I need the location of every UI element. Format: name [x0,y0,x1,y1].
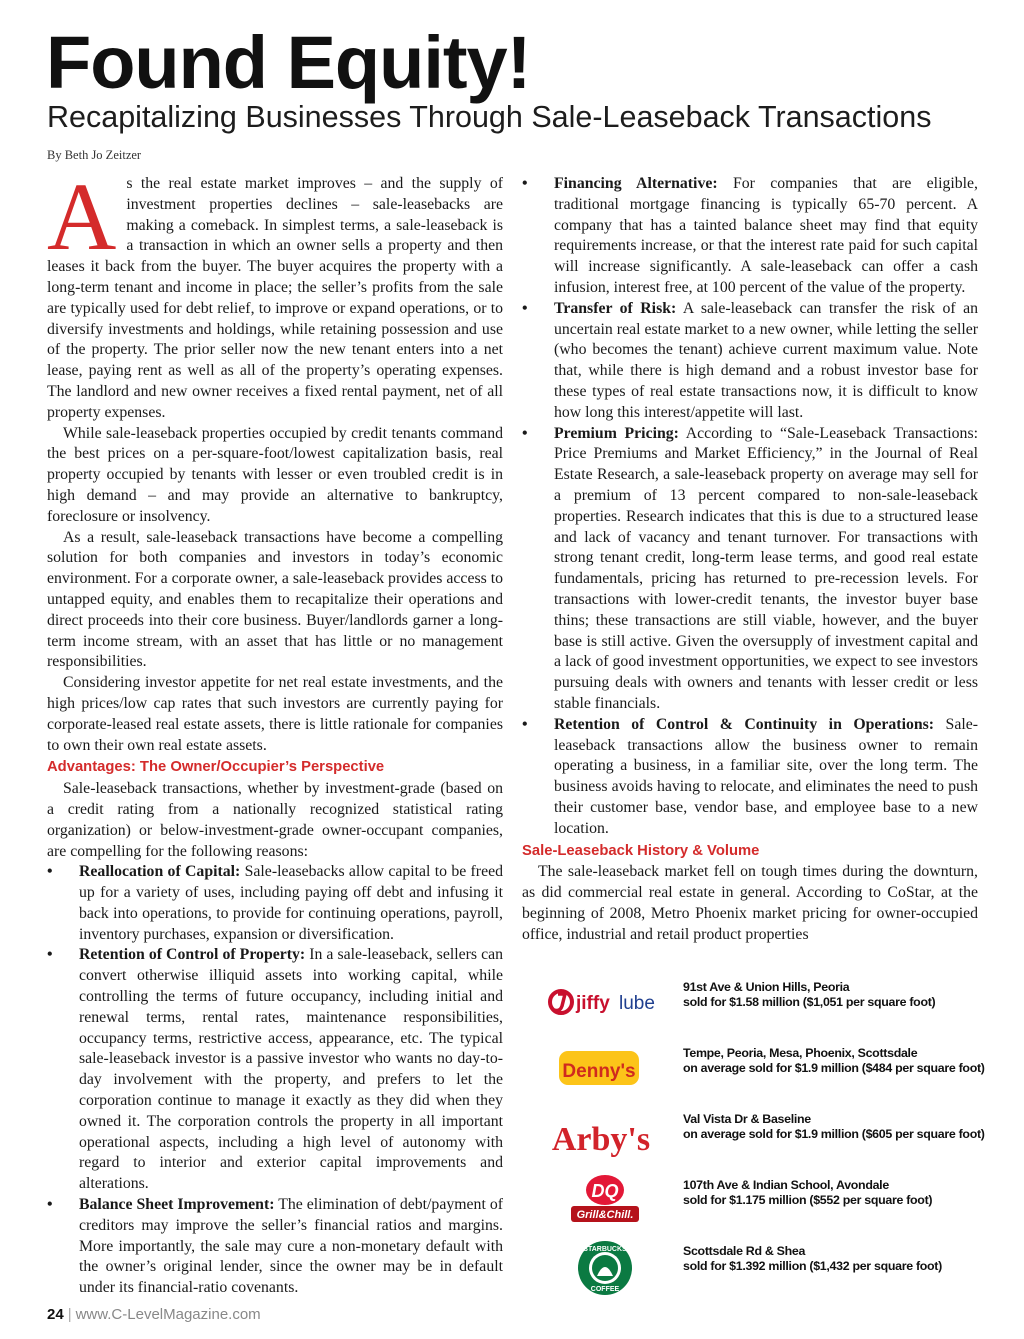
list-item [522,174,978,299]
list-item [522,424,978,715]
paragraph: Considering investor appetite for net real estate investments, and the high prices/low cap rates that such investors are currently paying for corporate-leased real estate assets, there is little rationale for companies to own their own real estate assets. [47,674,503,754]
bullet-list-left [47,862,503,1299]
store-info [683,1178,932,1208]
starbucks-logo-icon [545,1236,665,1296]
svg-text:COFFEE: COFFEE [590,1286,620,1293]
list-item [47,945,503,1195]
store-row-starbucks [545,1236,975,1302]
bullet-icon: • [522,175,528,192]
bullet-icon: • [522,299,528,317]
section-heading-advantages: Advantages: The Owner/Occupier’s Perspective [47,759,385,776]
store-row-dairy-queen [545,1170,975,1236]
svg-text:Denny's: Denny's [562,1061,636,1082]
bullet-term: Reallocation of Capital: [79,863,241,881]
bullet-text: For companies that are eligible, traditional mortgage financing is typically 65-70 percent. A company that has a tainted balance sheet may find that equity requirements increase, or that the interest rate paid for such capital will increase significantly. A sale-leaseback can offer a cash infusion, interest free, at 100 percent of the value of the property. [554,175,978,296]
dennys-logo-icon [545,1038,665,1098]
store-location: 107th Ave & Indian School, Avondale [683,1178,889,1192]
article-subtitle: Recapitalizing Businesses Through Sale-Leaseback Transactions [47,100,932,134]
list-item [522,715,978,840]
svg-text:jiffy: jiffy [576,993,610,1014]
bullet-text: The elimination of debt/payment of creditors may improve the seller’s financial ratios and margins. More importantly, the sale may cure a non-monetary default with the owner’s original lender, since the owner may be in default under its financial-ratio covenants. [79,1196,503,1297]
list-item [47,862,503,945]
bullet-icon: • [47,863,53,881]
bullet-icon: • [47,1196,53,1214]
store-row-arbys [545,1104,985,1170]
store-sale: sold for $1.392 million ($1,432 per square foot) [683,1259,942,1273]
svg-text:Grill&Chill.: Grill&Chill. [576,1209,634,1221]
store-sale: sold for $1.58 million ($1,051 per square foot) [683,995,936,1009]
right-column [522,174,978,945]
bullet-term: Premium Pricing: [554,424,679,442]
svg-text:STARBUCKS: STARBUCKS [583,1246,627,1253]
footer-url[interactable]: www.C-LevelMagazine.com [75,1306,261,1323]
byline: By Beth Jo Zeitzer [47,148,142,162]
dairy-queen-logo-icon [545,1170,665,1230]
paragraph: Sale-leaseback transactions, whether by investment-grade (based on a credit rating from a nationally recognized statistical rating organization) or below-investment-grade owner-occupant companies, are compelling for the following reasons: [47,780,503,860]
bullet-term: Financing Alternative: [554,175,718,192]
page-footer [47,1306,261,1323]
store-sale: sold for $1.175 million ($552 per square foot) [683,1193,933,1207]
store-location: Tempe, Peoria, Mesa, Phoenix, Scottsdale [683,1046,918,1060]
bullet-text: In a sale-leaseback, sellers can convert otherwise illiquid assets into working capital, while controlling the terms of future occupancy, including initial and renewal terms, rental rates, maintenance responsibilities, occupancy terms, restrictive access, appearance, etc. The typical sale-leaseback investor is a passive investor who wants no day-to-day involvement with the property, and prefers to let the corporation continue to manage it exactly as they did when they owned it. The corporation controls the property in all important operational aspects, including a high level of autonomy with regard to interior and exterior capital improvements and alterations. [79,946,503,1193]
bullet-icon: • [522,424,528,442]
bullet-term: Transfer of Risk: [554,299,677,317]
bullet-text: According to “Sale-Leaseback Transactions: Price Premiums and Market Efficiency,” in the Journal of Real Estate Research, a sale-leaseback property on average may sell for a premium of 13 percent compared to non-sale-leaseback properties. Research indicates that this is due to a structured lease and lack of vacancy and tenant turnover. For transactions with strong tenant credit, long-term lease terms, and good real estate fundamentals, pricing has returned to pre-recession levels. For transactions with lower-credit tenants, the investor buyer base thins; these transactions are still viable, however, and the buyer base is still active. Given the oversupply of investment capital and a lack of good investment opportunities, we expect to see investors pursuing deals with owners and tenants with lesser credit or less stable financials. [554,424,978,712]
paragraph: As a result, sale-leaseback transactions have become a compelling solution for both companies and investors in today’s economic environment. For a corporate owner, a sale-leaseback provides access to untapped equity, and enables them to recapitalize their operations and direct proceeds into their core business. Buyer/landlords garner a long-term income stream, with an asset that has little or no management responsibilities. [47,528,503,671]
bullet-icon: • [522,715,528,733]
bullet-icon: • [47,946,53,964]
svg-text:DQ: DQ [591,1181,619,1201]
store-location: Scottsdale Rd & Shea [683,1244,806,1258]
left-column [47,163,503,1299]
store-sale: on average sold for $1.9 million ($484 per square foot) [683,1061,985,1075]
store-location: 91st Ave & Union Hills, Peoria [683,980,850,994]
bullet-text: A sale-leaseback can transfer the risk of an uncertain real estate market to a new owner, while letting the seller (who becomes the tenant) achieve current maximum value. Note that, while there is high demand and a robust investor base for these types of real estate transactions now, it is difficult to know how long this interest/appetite will last. [554,299,978,421]
article-title: Found Equity! [46,21,531,104]
store-row-jiffy-lube [545,972,975,1038]
bullet-term: Retention of Control of Property: [79,946,306,964]
store-location: Val Vista Dr & Baseline [683,1112,811,1126]
paragraph: The sale-leaseback market fell on tough times during the downturn, as did commercial real estate in general. According to CoStar, at the beginning of 2008, Metro Phoenix market pricing for owner-occupied office, industrial and retail product properties [522,863,978,943]
footer-separator: | [67,1306,72,1323]
bullet-term: Retention of Control & Continuity in Operations: [554,715,935,733]
arbys-logo-icon [545,1104,665,1164]
paragraph: While sale-leaseback properties occupied by credit tenants command the best prices on a per-square-foot/lowest capitalization basis, real property occupied by tenants with lesser or even troubled credit is in high demand – and may provide an alternative to bankruptcy, foreclosure or insolvency. [47,424,503,525]
section-heading-history: Sale-Leaseback History & Volume [522,842,760,859]
intro-paragraph [47,163,503,424]
bullet-list-right [522,174,978,840]
paragraph-text: s the real estate market improves – and the supply of investment properties declines – sale-leasebacks are making a comeback. In simplest terms, a sale-leaseback is a transaction in which an owner sells a property and then leases it back from the buyer. The buyer acquires the property with a long-term tenant and income in place; the seller’s profits from the sale are typically used for debt relief, to improve or expand operations, or to diversify investments and holdings, while retaining possession and use of the property. The prior seller now the new tenant enters into a net lease, paying rent as well as all of the property’s operating expenses. The landlord and new owner receives a fixed rental payment, net of all property expenses. [47,175,503,421]
store-info [683,1112,985,1142]
list-item [522,299,978,424]
store-sales-list [545,972,985,1302]
bullet-text: Sale-leasebacks allow capital to be freed up for a variety of uses, including paying off debt and infusing it back into operations, to provide for continuing operations, payroll, inventory purchases, expansion or diversification. [79,863,503,943]
jiffy-lube-logo-icon [545,972,665,1032]
store-row-dennys [545,1038,985,1104]
svg-text:Arby's: Arby's [551,1121,651,1158]
svg-text:lube: lube [619,993,655,1014]
store-info [683,1244,942,1274]
store-info [683,980,935,1010]
bullet-term: Balance Sheet Improvement: [79,1196,275,1214]
drop-cap: A [47,163,117,270]
bullet-text: Sale-leaseback transactions allow the business owner to remain operating a business, in a familiar site, over the long term. The business avoids having to relocate, and eliminates the need to push their customer base, vendor base, and employee base to a new location. [554,715,978,837]
store-sale: on average sold for $1.9 million ($605 per square foot) [683,1127,985,1141]
page-number: 24 [47,1306,64,1323]
store-info [683,1046,985,1076]
list-item [47,1195,503,1299]
